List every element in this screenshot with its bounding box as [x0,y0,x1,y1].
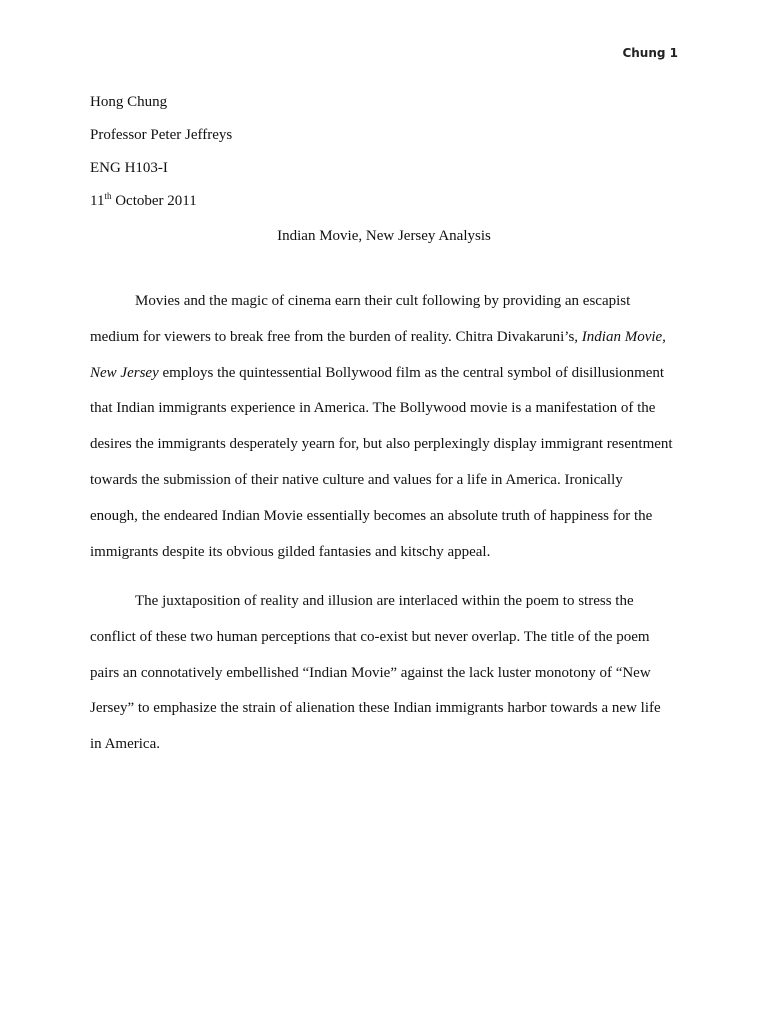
paragraph-text: medium for viewers to break free from the burden of reality. Chitra Divakaruni’s, [90,328,579,345]
paragraph-line: in America. [90,736,160,753]
paragraph-line [90,320,678,356]
heading-block [90,92,678,224]
running-head: Chung 1 [622,46,678,60]
paragraph-1 [90,284,678,570]
paragraph-line: The juxtaposition of reality and illusion are interlaced within the poem to stress the [135,593,634,609]
paragraph-line: towards the submission of their native culture and values for a life in America. Ironically [90,471,623,488]
paragraph-line: that Indian immigrants experience in America. The Bollywood movie is a manifestation of the [90,400,656,417]
paragraph-line [90,356,678,392]
work-title-italic: Indian Movie, [578,328,666,345]
paragraph-text: employs the quintessential Bollywood film as the central symbol of disillusionment [158,364,665,381]
course-code: ENG H103-I [90,160,168,176]
paragraph-line: conflict of these two human perceptions that co-exist but never overlap. The title of the poem [90,628,650,645]
work-title-italic: New Jersey [90,364,159,381]
paragraph-line: desires the immigrants desperately yearn for, but also perplexingly display immigrant resentment [90,436,673,453]
paragraph-line: pairs an connotatively embellished “Indian Movie” against the lack luster monotony of “New [90,664,651,681]
paragraph-line: Jersey” to emphasize the strain of alienation these Indian immigrants harbor towards a new life [90,700,661,717]
date-day: 11 [90,193,105,209]
author-name: Hong Chung [90,94,168,110]
paragraph-line: Movies and the magic of cinema earn their cult following by providing an escapist [135,293,631,309]
essay-title: Indian Movie, New Jersey Analysis [277,228,491,244]
date-month-year: October 2011 [111,193,197,209]
professor-name: Professor Peter Jeffreys [90,127,233,143]
paragraph-line: enough, the endeared Indian Movie essentially becomes an absolute truth of happiness for the [90,507,653,524]
date-line [90,191,678,211]
paragraph-2 [90,584,678,763]
date-suffix: th [104,191,112,201]
paragraph-line: immigrants despite its obvious gilded fantasies and kitschy appeal. [90,543,491,560]
